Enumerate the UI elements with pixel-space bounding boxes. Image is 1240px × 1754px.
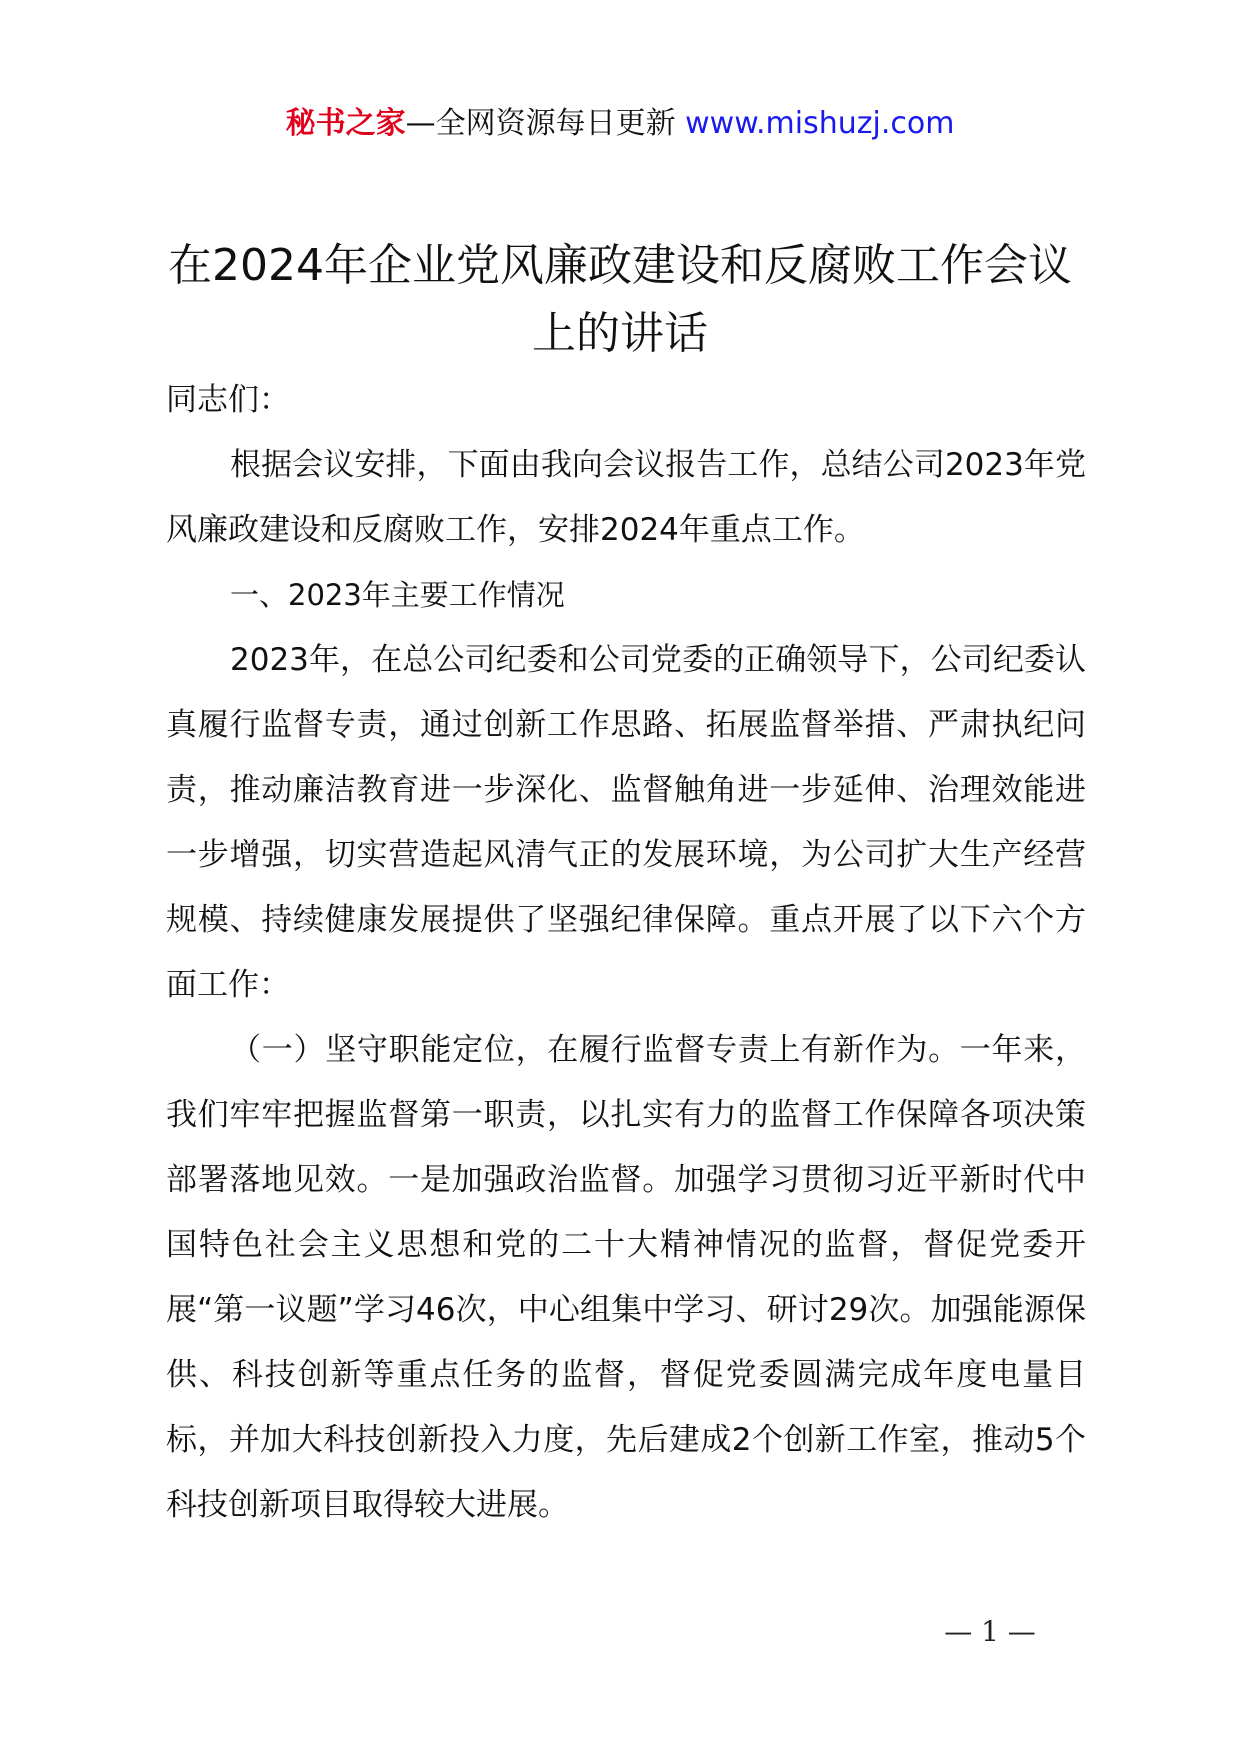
salutation: 同志们： [166,382,290,418]
header-slogan: —全网资源每日更新 [405,106,686,141]
document-body [166,368,1086,1538]
page-number: — 1 — [944,1615,1036,1648]
site-header [0,100,1240,148]
paragraph-item-1: （一）坚守职能定位，在履行监督专责上有新作为。一年来，我们牢牢把握监督第一职责，以扎实有力的监督工作保障各项决策部署落地见效。一是加强政治监督。加强学习贯彻习近平新时代中国特色社会主义思想和党的二十大精神情况的监督，督促党委开展“第一议题”学习46次，中心组集中学习、研讨29次。加强能源保供、科技创新等重点任务的监督，督促党委圆满完成年度电量目标，并加大科技创新投入力度，先后建成2个创新工作室，推动5个科技创新项目取得较大进展。 [166,1032,1086,1523]
header-brand: 秘书之家 [285,106,406,141]
section-heading-1: 一、2023年主要工作情况 [230,578,565,612]
paragraph-intro: 根据会议安排，下面由我向会议报告工作，总结公司2023年党风廉政建设和反腐败工作，安排2024年重点工作。 [166,447,1086,548]
paragraph-summary: 2023年，在总公司纪委和公司党委的正确领导下，公司纪委认真履行监督专责，通过创新工作思路、拓展监督举措、严肃执纪问责，推动廉洁教育进一步深化、监督触角进一步延伸、治理效能进一步增强，切实营造起风清气正的发展环境，为公司扩大生产经营规模、持续健康发展提供了坚强纪律保障。重点开展了以下六个方面工作： [166,642,1086,1003]
header-url[interactable]: www.mishuzj.com [685,106,955,141]
document-title: 在2024年企业党风廉政建设和反腐败工作会议上的讲话 [168,240,1072,359]
